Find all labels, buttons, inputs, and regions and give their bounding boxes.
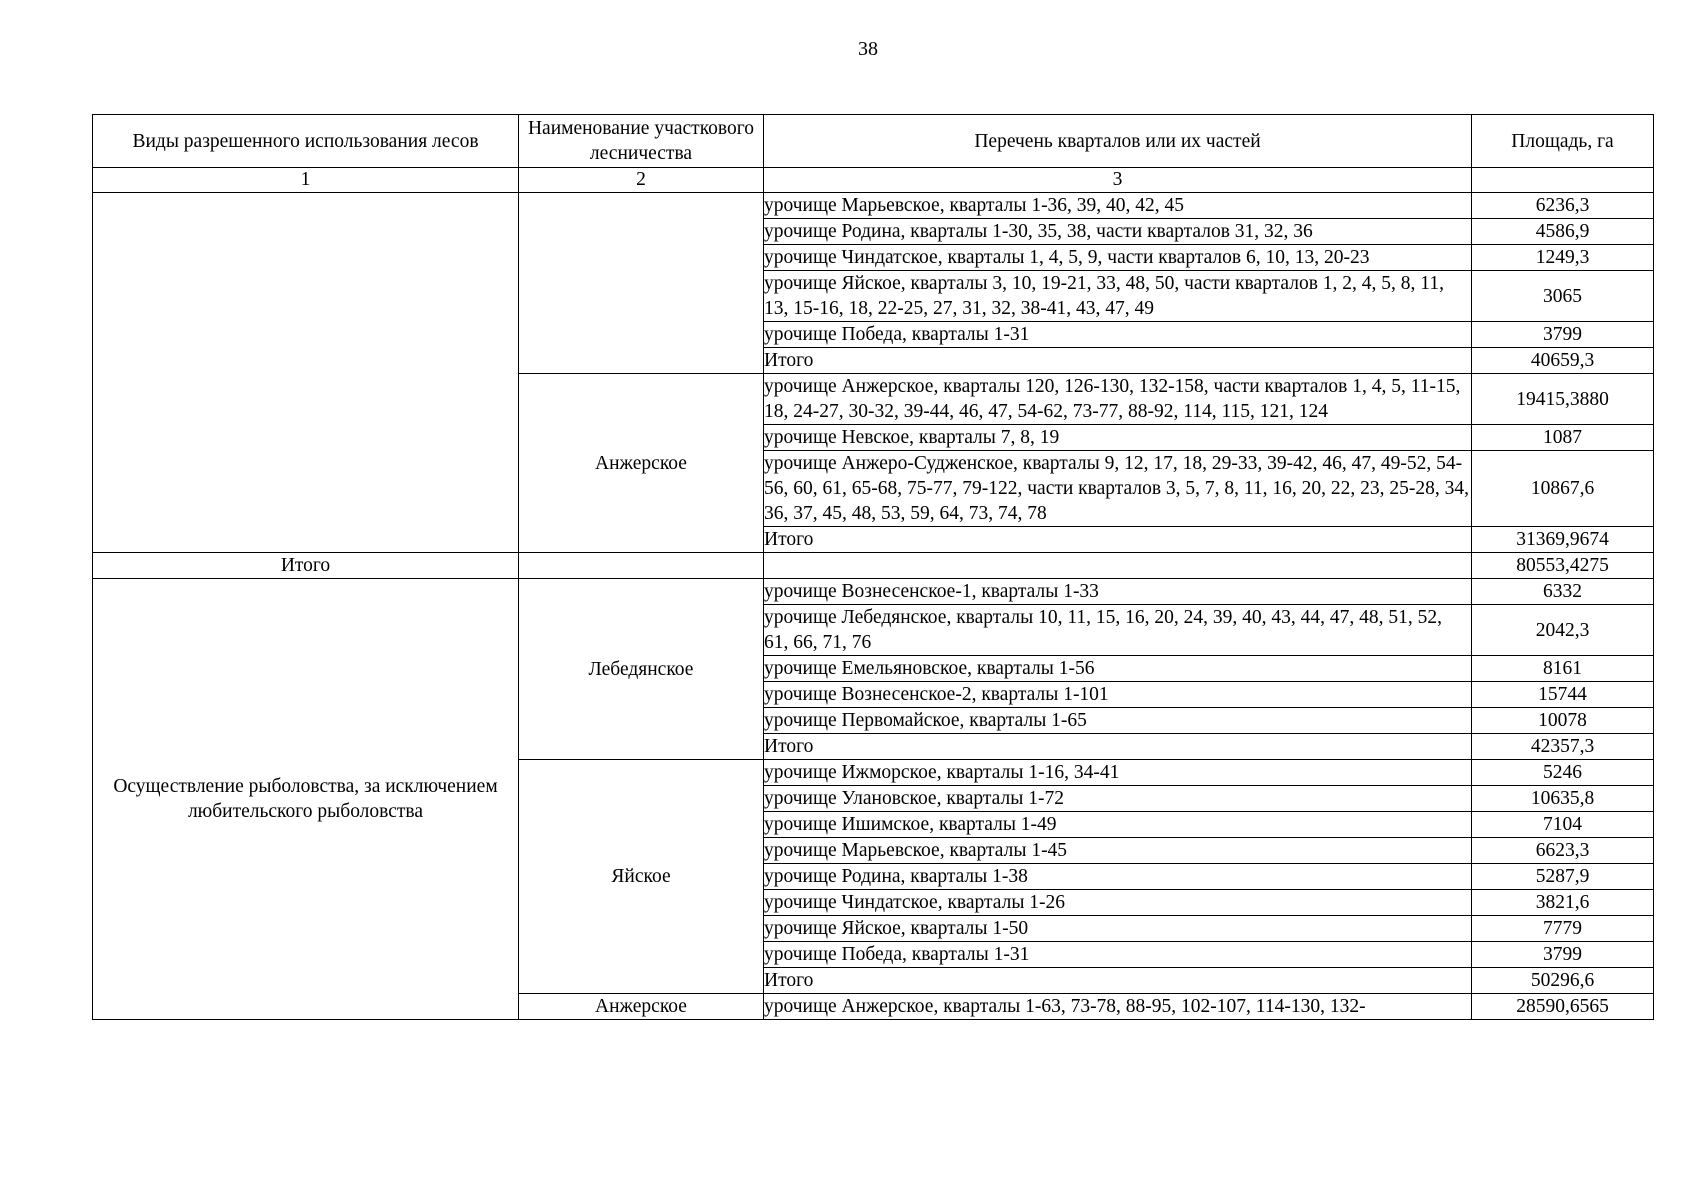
table-row [93,193,1654,219]
area-cell: 3821,6 [1472,890,1654,916]
quarters-cell: урочище Вознесенское-2, кварталы 1-101 [764,682,1472,708]
area-cell: 6236,3 [1472,193,1654,219]
area-cell: 3799 [1472,942,1654,968]
area-cell: 15744 [1472,682,1654,708]
area-cell: 6623,3 [1472,838,1654,864]
quarters-cell: урочище Анжерское, кварталы 120, 126-130, 132-158, части кварталов 1, 4, 5, 11-15, 18, 24-27, 30-32, 39-44, 46, 47, 54-62, 73-77, 88-92, 114, 115, 121, 124 [764,374,1472,425]
empty-cell [764,553,1472,579]
area-cell: 5246 [1472,760,1654,786]
area-cell: 19415,3880 [1472,374,1654,425]
quarters-cell: урочище Победа, кварталы 1-31 [764,942,1472,968]
area-cell: 50296,6 [1472,968,1654,994]
page-number: 38 [858,38,878,60]
quarters-cell: урочище Ижморское, кварталы 1-16, 34-41 [764,760,1472,786]
area-cell: 10635,8 [1472,786,1654,812]
table-body [93,193,1654,1020]
forestry-cell: Анжерское [519,994,764,1020]
column-number: 2 [519,168,764,193]
area-cell: 3065 [1472,271,1654,322]
area-cell: 31369,9674 [1472,527,1654,553]
area-cell: 5287,9 [1472,864,1654,890]
quarters-cell: Итого [764,734,1472,760]
quarters-cell: урочище Лебедянское, кварталы 10, 11, 15, 16, 20, 24, 39, 40, 43, 44, 47, 48, 51, 52, 61, 66, 71, 76 [764,605,1472,656]
total-value: 80553,4275 [1472,553,1654,579]
area-cell: 28590,6565 [1472,994,1654,1020]
table-row [93,579,1654,605]
area-cell: 4586,9 [1472,219,1654,245]
total-row [93,553,1654,579]
area-cell: 7779 [1472,916,1654,942]
area-cell: 8161 [1472,656,1654,682]
forestry-cell: Анжерское [519,374,764,553]
quarters-cell: урочище Первомайское, кварталы 1-65 [764,708,1472,734]
area-cell: 42357,3 [1472,734,1654,760]
quarters-cell: урочище Вознесенское-1, кварталы 1-33 [764,579,1472,605]
quarters-cell: Итого [764,348,1472,374]
column-number [1472,168,1654,193]
quarters-cell: урочище Марьевское, кварталы 1-45 [764,838,1472,864]
header-area: Площадь, га [1472,115,1654,168]
use-type-cell: Осуществление рыболовства, за исключением любительского рыболовства [93,579,519,1020]
area-cell: 6332 [1472,579,1654,605]
quarters-cell: урочище Анжеро-Судженское, кварталы 9, 12, 17, 18, 29-33, 39-42, 46, 47, 49-52, 54-56, 60, 61, 65-68, 75-77, 79-122, части кварталов 3, 5, 7, 8, 11, 16, 20, 22, 23, 25-28, 34, 36, 37, 45, 48, 53, 59, 64, 73, 74, 78 [764,451,1472,527]
quarters-cell: урочище Яйское, кварталы 1-50 [764,916,1472,942]
header-forestry-name: Наименование участкового лесничества [519,115,764,168]
quarters-cell: урочище Невское, кварталы 7, 8, 19 [764,425,1472,451]
forestry-cell [519,193,764,374]
quarters-cell: Итого [764,968,1472,994]
quarters-cell: урочище Емельяновское, кварталы 1-56 [764,656,1472,682]
total-label: Итого [93,553,519,579]
area-cell: 1087 [1472,425,1654,451]
quarters-cell: урочище Чиндатское, кварталы 1-26 [764,890,1472,916]
quarters-cell: урочище Родина, кварталы 1-38 [764,864,1472,890]
column-number-row [93,168,1654,193]
quarters-cell: урочище Ишимское, кварталы 1-49 [764,812,1472,838]
table-header-row [93,115,1654,168]
quarters-cell: урочище Чиндатское, кварталы 1, 4, 5, 9, части кварталов 6, 10, 13, 20-23 [764,245,1472,271]
forestry-cell: Лебедянское [519,579,764,760]
quarters-cell: урочище Анжерское, кварталы 1-63, 73-78, 88-95, 102-107, 114-130, 132- [764,994,1472,1020]
quarters-cell: урочище Марьевское, кварталы 1-36, 39, 40, 42, 45 [764,193,1472,219]
area-cell: 1249,3 [1472,245,1654,271]
quarters-cell: урочище Яйское, кварталы 3, 10, 19-21, 33, 48, 50, части кварталов 1, 2, 4, 5, 8, 11, 13, 15-16, 18, 22-25, 27, 31, 32, 38-41, 43, 47, 49 [764,271,1472,322]
use-type-cell [93,193,519,553]
forestry-cell: Яйское [519,760,764,994]
quarters-cell: урочище Победа, кварталы 1-31 [764,322,1472,348]
empty-cell [519,553,764,579]
area-cell: 40659,3 [1472,348,1654,374]
column-number: 3 [764,168,1472,193]
area-cell: 2042,3 [1472,605,1654,656]
area-cell: 10867,6 [1472,451,1654,527]
column-number: 1 [93,168,519,193]
header-use-type: Виды разрешенного использования лесов [93,115,519,168]
quarters-cell: урочище Улановское, кварталы 1-72 [764,786,1472,812]
quarters-cell: урочище Родина, кварталы 1-30, 35, 38, части кварталов 31, 32, 36 [764,219,1472,245]
header-quarters-list: Перечень кварталов или их частей [764,115,1472,168]
area-cell: 3799 [1472,322,1654,348]
area-cell: 10078 [1472,708,1654,734]
area-cell: 7104 [1472,812,1654,838]
quarters-cell: Итого [764,527,1472,553]
forest-use-table [92,114,1654,1020]
